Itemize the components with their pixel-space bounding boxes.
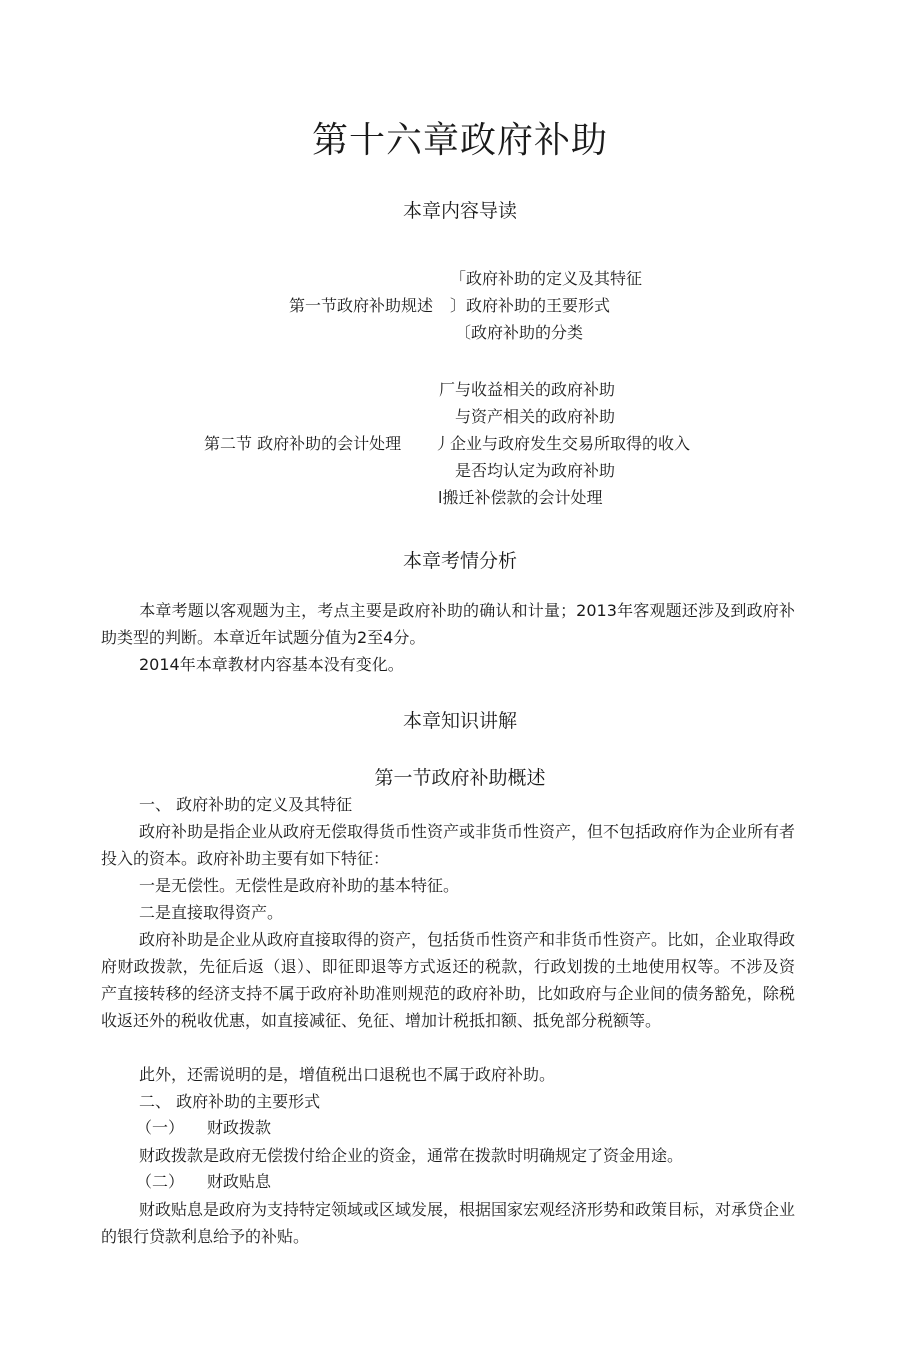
section-title: 第一节政府补助概述 (374, 767, 546, 789)
guide-section1-label: 第一节政府补助规述 (289, 296, 434, 315)
analysis-heading: 本章考情分析 (402, 550, 517, 572)
guide-section1-item: 「政府补助的定义及其特征 (450, 269, 643, 288)
definition-paragraph: 政府补助是指企业从政府无偿取得货币性资产或非货币性资产，但不包括政府作为企业所有者投入的资本。政府补助主要有如下特征： (101, 822, 796, 868)
feature-two: 二是直接取得资产。 (139, 903, 284, 922)
guide-section2-label: 第二节 政府补助的会计处理 (204, 434, 402, 453)
chapter-title: 第十六章政府补助 (311, 120, 608, 161)
analysis-paragraph: 2014年本章教材内容基本没有变化。 (139, 655, 404, 674)
subheading-forms: 二、 政府补助的主要形式 (139, 1092, 321, 1111)
guide-section2-item: 与资产相关的政府补助 (455, 407, 616, 426)
guide-section1-item: 〕政府补助的王要形式 (450, 296, 611, 315)
subsection-title: 财政贴息 (207, 1172, 272, 1191)
guide-heading: 本章内容导读 (402, 200, 517, 222)
knowledge-heading: 本章知识讲解 (402, 710, 517, 732)
assets-paragraph: 政府补助是企业从政府直接取得的资产，包括货币性资产和非货币性资产。比如，企业取得政府财政拨款，先征后返（退）、即征即退等方式返还的税款，行政划拨的土地使用权等。不涉及资产直接转移的经济支持不属于政府补助准则规范的政府补助，比如政府与企业间的债务豁免，除税收返还外的税收优惠，如直接减征、免征、增加计税抵扣额、抵免部分税额等。 (101, 930, 796, 1030)
guide-section1-item: 〔政府补助的分类 (455, 323, 584, 342)
guide-section2-item: 丿企业与政府发生交易所取得的收入 (434, 434, 691, 453)
grant-paragraph: 财政拨款是政府无偿拨付给企业的资金，通常在拨款时明确规定了资金用途。 (139, 1146, 684, 1165)
interest-subsidy-paragraph: 财政贴息是政府为支持特定领域或区域发展，根据国家宏观经济形势和政策目标，对承贷企业的银行贷款利息给予的补贴。 (101, 1200, 796, 1246)
subsection-title: 财政拨款 (207, 1118, 272, 1137)
feature-one: 一是无偿性。无偿性是政府补助的基本特征。 (139, 876, 460, 895)
subheading-definition: 一、 政府补助的定义及其特征 (139, 795, 353, 814)
subsection-number: （一） (136, 1118, 185, 1137)
analysis-paragraph: 本章考题以客观题为主，考点主要是政府补助的确认和计量；2013年客观题还涉及到政府补助类型的判断。本章近年试题分值为2至4分。 (101, 601, 795, 647)
vat-paragraph: 此外，还需说明的是，增值税出口退税也不属于政府补助。 (139, 1065, 556, 1084)
guide-section2-item: l搬迁补偿款的会计处理 (438, 488, 603, 507)
guide-section2-item: 厂与收益相关的政府补助 (439, 380, 616, 399)
subsection-number: （二） (136, 1172, 185, 1191)
guide-section2-item: 是否均认定为政府补助 (455, 461, 616, 480)
